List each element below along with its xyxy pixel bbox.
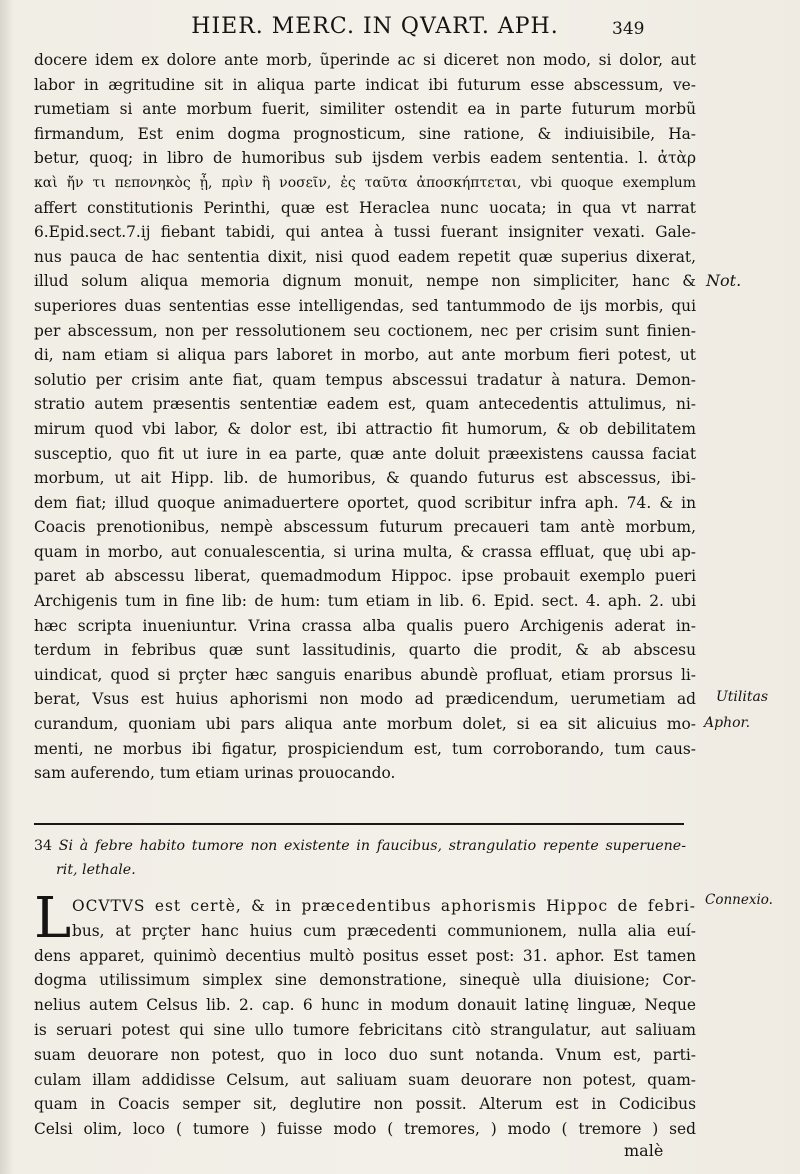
text-line: dem fiat; illud quoque animaduertere oportet, quod scribitur infra aph. 74. & in	[34, 493, 696, 512]
text-line: docere idem ex dolore ante morb, ũperinde ac si diceret non modo, si dolor, aut	[34, 51, 696, 69]
text-line: dens apparet, quinimò decentius multò positus esset post: 31. aphor. Est tamen	[34, 946, 696, 965]
section-divider	[34, 823, 684, 825]
aphorism-line: rit, lethale.	[56, 862, 136, 878]
text-line: is seruari potest qui sine ullo tumore febricitans citò strangulatur, aut saliuam	[34, 1020, 696, 1039]
text-line: illud solum aliqua memoria dignum monuit, nempe non simpliciter, hanc &	[34, 272, 696, 291]
margin-note-utilitas: Utilitas	[716, 689, 769, 705]
text-line: morbum, ut ait Hipp. lib. de humoribus, & quando futurus est abscessus, ibi-	[34, 469, 696, 488]
text-line: per abscessum, non per ressolutionem seu coctionem, nec per crisim sunt finien-	[34, 321, 696, 340]
margin-note-not: Not.	[706, 271, 742, 290]
text-line: curandum, quoniam ubi pars aliqua ante morbum dolet, si ea sit alicuius mo-	[34, 715, 696, 734]
text-line: sam auferendo, tum etiam urinas prouocando.	[34, 764, 396, 783]
text-line: Archigenis tum in fine lib: de hum: tum etiam in lib. 6. Epid. sect. 4. aph. 2. ubi	[34, 592, 696, 611]
text-line: culam illam addidisse Celsum, aut saliuam suam deuorare non potest, quam-	[34, 1070, 696, 1089]
aphorism-number: 34	[34, 838, 53, 854]
aphorism-text: Si à febre habito tumore non existente in faucibus, strangulatio repente superuene-	[58, 838, 686, 854]
text-line: uindicat, quod si prçter hæc sanguis enaribus abundè profluat, etiam prorsus li-	[34, 665, 696, 684]
running-head	[0, 14, 800, 44]
text-line: labor in ægritudine sit in aliqua parte indicat ibi futurum esse abscessum, ve-	[34, 75, 696, 94]
text-line: nus pauca de hac sententia dixit, nisi quod eadem repetit quæ superius dixerat,	[34, 247, 696, 266]
text-line: berat, Vsus est huius aphorismi non modo ad prædicendum, uerumetiam ad	[34, 690, 696, 709]
text-line: affert constitutionis Perinthi, quæ est Heraclea nunc uocata; in qua vt narrat	[34, 198, 696, 217]
text-line: 6.Epid.sect.7.ij fiebant tabidi, qui antea à tussi fuerant insigniter vexati. Gale-	[34, 223, 696, 242]
text-line: OCVTVS est certè, & in præcedentibus aphorismis Hippoc de febri-	[72, 897, 696, 915]
margin-note-aphor: Aphor.	[704, 715, 751, 731]
aphorism-heading	[34, 834, 686, 882]
text-line: quam in morbo, aut conualescentia, si urina multa, & crassa effluat, quę ubi ap-	[34, 542, 696, 561]
text-line: betur, quoq; in libro de humoribus sub ijsdem verbis eadem sententia. l. ἀτὰρ	[34, 149, 696, 168]
commentary-paragraph	[34, 48, 696, 786]
text-line: terdum in febribus quæ sunt lassitudinis, quarto die prodit, & ab abscesu	[34, 641, 696, 660]
catchword: malè	[624, 1141, 664, 1160]
greek-text-line: καὶ ἤν τι πεπονηκὸς ᾖ, πρὶν ἢ νοσεῖν, ἐς ταῦτα ἀποσκήπτεται, vbi quoque exemplum	[34, 174, 696, 191]
text-line: mirum quod vbi labor, & dolor est, ibi attractio fit humorum, & ob debilitatem	[34, 419, 696, 438]
text-line: hæc scripta inueniuntur. Vrina crassa alba qualis puero Archigenis aderat in-	[34, 616, 696, 635]
text-line: stratio autem præsentis sententiæ eadem est, quam antecedentis attulimus, ni-	[34, 395, 696, 414]
margin-note-connexio: Connexio.	[705, 892, 773, 908]
text-line: suam deuorare non potest, quo in loco duo sunt notanda. Vnum est, parti-	[34, 1045, 696, 1064]
text-line: di, nam etiam si aliqua pars laboret in morbo, aut ante morbum fieri potest, ut	[34, 346, 696, 365]
running-title: HIER. MERC. IN QVART. APH.	[191, 14, 559, 39]
text-line: dogma utilissimum simplex sine demonstratione, sinequè ulla diuisione; Cor-	[34, 971, 696, 990]
text-line: bus, at prçter hanc huius cum præcedenti communionem, nulla alia euí-	[72, 921, 696, 940]
text-line: rumetiam si ante morbum fuerit, similiter ostendit ea in parte futurum morbũ	[34, 100, 696, 119]
text-line: firmandum, Est enim dogma prognosticum, sine ratione, & indiuisibile, Ha-	[34, 124, 696, 143]
text-line: menti, ne morbus ibi figatur, prospiciendum est, tum corroborando, tum caus-	[34, 739, 696, 758]
commentary-paragraph	[34, 886, 696, 1142]
page-number: 349	[612, 19, 645, 39]
aphorism-line	[34, 834, 686, 858]
text-line: susceptio, quo fit ut iure in ea parte, quæ ante doluit præexistens caussa faciat	[34, 444, 696, 463]
text-line: quam in Coacis semper sit, deglutire non possit. Alterum est in Codicibus	[34, 1095, 696, 1114]
text-line: nelius autem Celsus lib. 2. cap. 6 hunc in modum donauit latinę linguæ, Neque	[34, 996, 696, 1015]
text-line: paret ab abscessu liberat, quemadmodum Hippoc. ipse probauit exemplo pueri	[34, 567, 696, 586]
text-line: superiores duas sententias esse intelligendas, sed tantummodo de ijs morbis, qui	[34, 296, 696, 315]
text-line: Coacis prenotionibus, nempè abscessum futurum precaueri tam antè morbum,	[34, 518, 696, 537]
text-line: solutio per crisim ante fiat, quam tempus abscessui tradatur à natura. Demon-	[34, 370, 696, 389]
text-line: Celsi olim, loco ( tumore ) fuisse modo ( tremores, ) modo ( tremore ) sed	[34, 1120, 696, 1139]
drop-cap: L	[34, 886, 72, 951]
